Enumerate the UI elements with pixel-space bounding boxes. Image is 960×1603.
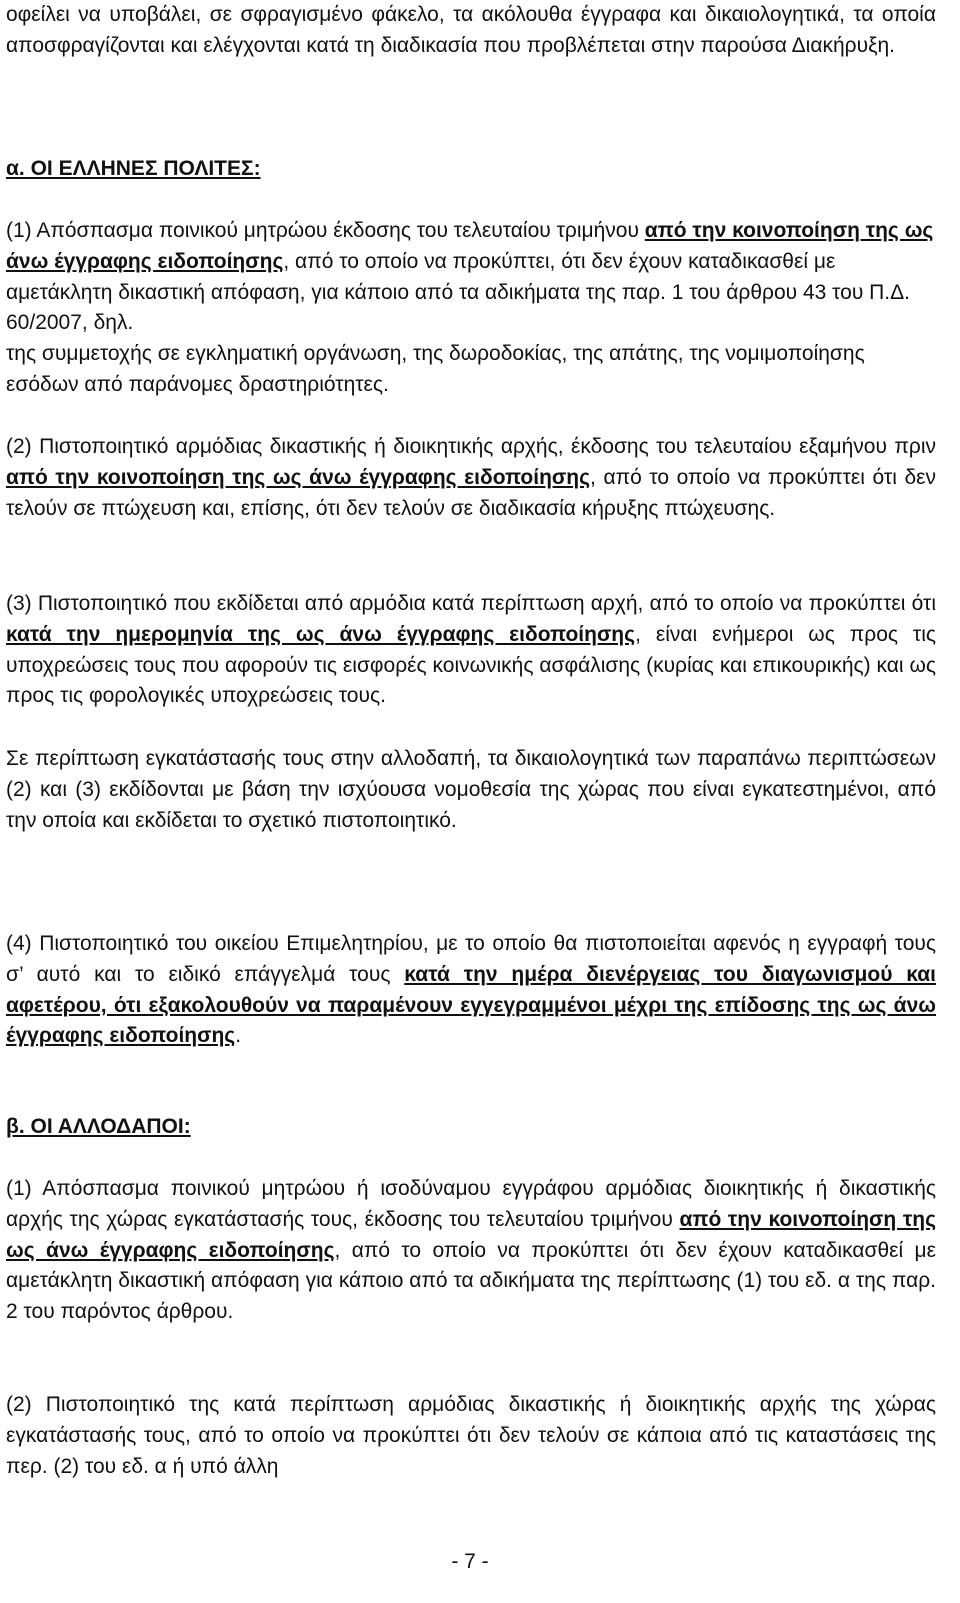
section-a-item-3: [6, 589, 936, 712]
emphasis-text: κατά την ημέρα διενέργειας του διαγωνισμού και αφετέρου, ότι εξακολουθούν να παραμένουν εγγεγραμμένοι μέχρι της επίδοσης της ως άνω έγγραφης ειδοποίησης: [6, 962, 936, 1048]
item-text: , είναι ενήμεροι ως προς τις υποχρεώσεις τους που αφορούν τις εισφορές κοινωνικής ασφάλισης (κυρίας και επικουρικής) και ως προς τις φορολογικές υποχρεώσεις τους.: [6, 622, 937, 708]
intro-paragraph: οφείλει να υποβάλει, σε σφραγισμένο φάκελο, τα ακόλουθα έγγραφα και δικαιολογητικά, τα οποία αποσφραγίζονται και ελέγχονται κατά τη διαδικασία που προβλέπεται στην παρούσα Διακήρυξη.: [6, 3, 936, 57]
emphasis-text: από την κοινοποίηση της ως άνω έγγραφης ειδοποίησης: [6, 465, 591, 489]
item-text: (1) Απόσπασμα ποινικού μητρώου ή ισοδύναμου εγγράφου αρμόδιας διοικητικής ή δικαστικής αρχής της χώρας εγκατάστασής τους, έκδοσης του τελευταίου τριμήνου: [6, 1177, 936, 1231]
section-a-heading: α. ΟΙ ΕΛΛΗΝΕΣ ΠΟΛΙΤΕΣ:: [6, 157, 261, 180]
foreign-establishment-note: Σε περίπτωση εγκατάστασής τους στην αλλοδαπή, τα δικαιολογητικά των παραπάνω περιπτώσεων (2) και (3) εκδίδονται με βάση την ισχύουσα νομοθεσία της χώρας που είναι εγκατεστημένοι, από την οποία και εκδίδεται το σχετικό πιστοποιητικό.: [6, 747, 936, 832]
section-b-item-1: [6, 1174, 936, 1328]
item-text: (2) Πιστοποιητικό αρμόδιας δικαστικής ή διοικητικής αρχής, έκδοσης του τελευταίου εξαμήνου πριν: [6, 435, 936, 458]
section-b-item-2: (2) Πιστοποιητικό της κατά περίπτωση αρμόδιας δικαστικής ή διοικητικής αρχής της χώρας εγκατάστασής τους, από το οποίο να προκύπτει ότι δεν τελούν σε κάποια από τις καταστάσεις της περ. (2) του εδ. α ή υπό άλλη: [6, 1393, 936, 1478]
page-number: - 7 -: [451, 1550, 489, 1573]
item-text: , από το οποίο να προκύπτει ότι δεν έχουν καταδικασθεί με αμετάκλητη δικαστική απόφαση για κάποιο από τα αδικήματα της περίπτωσης (1) του εδ. α της παρ. 2 του παρόντος άρθρου.: [6, 1238, 936, 1324]
item-text: , από το οποίο να προκύπτει ότι δεν τελούν σε πτώχευση και, επίσης, ότι δεν τελούν σε διαδικασία κήρυξης πτώχευσης.: [6, 465, 936, 520]
section-a-item-4: [6, 929, 936, 1052]
section-a-item-1: [6, 216, 936, 401]
item-text: (1) Απόσπασμα ποινικού μητρώου έκδοσης του τελευταίου τριμήνου: [6, 219, 645, 242]
item-text: .: [235, 1024, 242, 1048]
item-text: (4) Πιστοποιητικό του οικείου Επιμελητηρίου, με το οποίο θα πιστοποιείται αφενός η εγγραφή τους σ’ αυτό και το ειδικό επάγγελμά τους: [6, 932, 936, 986]
section-a-item-2: [6, 432, 936, 524]
emphasis-text: από την κοινοποίηση της ως άνω έγγραφης ειδοποίησης: [6, 219, 934, 273]
section-b-heading: β. ΟΙ ΑΛΛΟΔΑΠΟΙ:: [6, 1115, 191, 1138]
item-text: , από το οποίο να προκύπτει, ότι δεν έχουν καταδικασθεί με αμετάκλητη δικαστική απόφαση, για κάποιο από τα αδικήματα της παρ. 1 του άρθρου 43 του Π.Δ. 60/2007, δηλ. της συμμετοχής σε εγκληματική οργάνωση, της δωροδοκίας, της απάτης, της νομιμοποίησης εσόδων από παράνομες δραστηριότητες.: [6, 249, 911, 396]
item-text: (3) Πιστοποιητικό που εκδίδεται από αρμόδια κατά περίπτωση αρχή, από το οποίο να προκύπτει ότι: [6, 592, 936, 615]
emphasis-text: κατά την ημερομηνία της ως άνω έγγραφης ειδοποίησης: [6, 622, 636, 646]
emphasis-text: από την κοινοποίηση της ως άνω έγγραφης ειδοποίησης: [6, 1207, 936, 1262]
